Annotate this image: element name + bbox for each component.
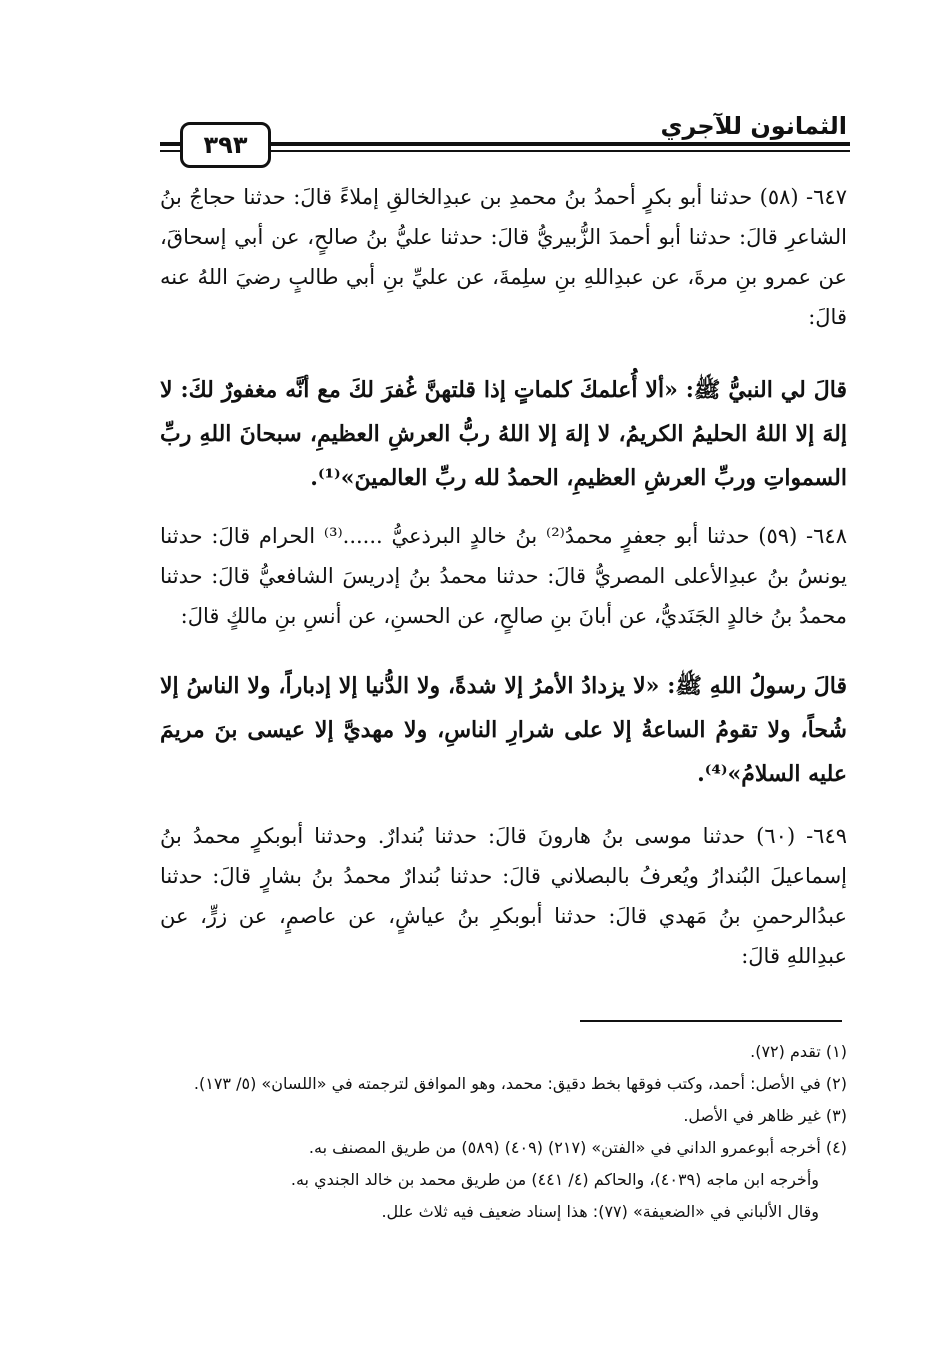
running-header-title: الثمانون للآجري <box>660 112 847 140</box>
hadith-647-matn: قالَ لي النبيُّ ﷺ: «ألا أُعلمكَ كلماتٍ إذا قلتهنَّ غُفرَ لكَ مع أنَّه مغفورٌ لكَ: لا إلهَ إلا اللهُ الحليمُ الكريمُ، لا إلهَ إلا اللهُ ربُّ العرشِ العظيمِ، سبحانَ اللهِ ربِّ السمواتِ وربِّ العرشِ العظيمِ، الحمدُ لله ربِّ العالمينَ»⁽¹⁾. <box>160 377 847 491</box>
footnote-2: (٢) في الأصل: أحمد، وكتب فوقها بخط دقيق: محمد، وهو الموافق لترجمته في «اللسان» (٥/ ١٧٣). <box>193 1074 847 1093</box>
page-number: ٣٩٣ <box>203 131 248 159</box>
footnote-3: (٣) غير ظاهر في الأصل. <box>683 1106 847 1125</box>
hadith-648-isnad: ٦٤٨- (٥٩) حدثنا أبو جعفرٍ محمدُ⁽²⁾ بنُ خالدٍ البرذعيُّ ......⁽³⁾ الحرام قالَ: حدثنا يونسُ بنُ عبدِالأعلى المصريُّ قالَ: حدثنا محمدُ بنُ إدريسَ الشافعيُّ قالَ: حدثنا محمدُ بنُ خالدٍ الجَنَديُّ، عن أبانَ بنِ صالحٍ، عن الحسنِ، عن أنسِ بنِ مالكٍ قالَ: <box>160 524 847 628</box>
footnote-4: (٤) أخرجه أبوعمرو الداني في «الفتن» (٢١٧) (٤٠٩) (٥٨٩) من طريق المصنف به. <box>308 1138 847 1157</box>
hadith-648-matn: قالَ رسولُ اللهِ ﷺ: «لا يزدادُ الأمرُ إلا شدةً، ولا الدُّنيا إلا إدباراً، ولا الناسُ إلا شُحاً، ولا تقومُ الساعةُ إلا على شرارِ الناسِ، ولا مهديَّ إلا عيسى بنَ مريمَ عليه السلامُ»⁽⁴⁾. <box>160 673 847 787</box>
hadith-647-isnad: ٦٤٧- (٥٨) حدثنا أبو بكرٍ أحمدُ بنُ محمدِ بن عبدِالخالقِ إملاءً قالَ: حدثنا حجاجُ بنُ الشاعرِ قالَ: حدثنا أبو أحمدَ الزُّبيريُّ قالَ: حدثنا عليُّ بنُ صالحٍ، عن أبي إسحاقَ، عن عمرو بنِ مرةَ، عن عبدِاللهِ بنِ سلِمةَ، عن عليِّ بنِ أبي طالبٍ رضيَ اللهُ عنه قالَ: <box>160 185 847 329</box>
footnotes <box>160 1036 847 1228</box>
hadith-649-isnad: ٦٤٩- (٦٠) حدثنا موسى بنُ هارونَ قالَ: حدثنا بُندارٌ. وحدثنا أبوبكرٍ محمدُ بنُ إسماعيلَ البُندارُ ويُعرفُ بالبصلاني قالَ: حدثنا بُندارٌ محمدُ بنُ بشارٍ قالَ: حدثنا عبدُالرحمنِ بنُ مَهدي قالَ: حدثنا أبوبكرِ بنُ عياشٍ، عن عاصمٍ، عن زرٍّ، عن عبدِاللهِ قالَ: <box>160 824 848 968</box>
footnote-4-continuation-1: وأخرجه ابن ماجه (٤٠٣٩)، والحاكم (٤/ ٤٤١) من طريق محمد بن خالد الجندي به. <box>290 1170 819 1189</box>
footnote-1: (١) تقدم (٧٢). <box>750 1042 847 1061</box>
page-number-box <box>180 122 271 168</box>
footnote-separator <box>580 1020 842 1022</box>
footnote-4-continuation-2: وقال الألباني في «الضعيفة» (٧٧): هذا إسناد ضعيف فيه ثلاث علل. <box>381 1202 819 1221</box>
